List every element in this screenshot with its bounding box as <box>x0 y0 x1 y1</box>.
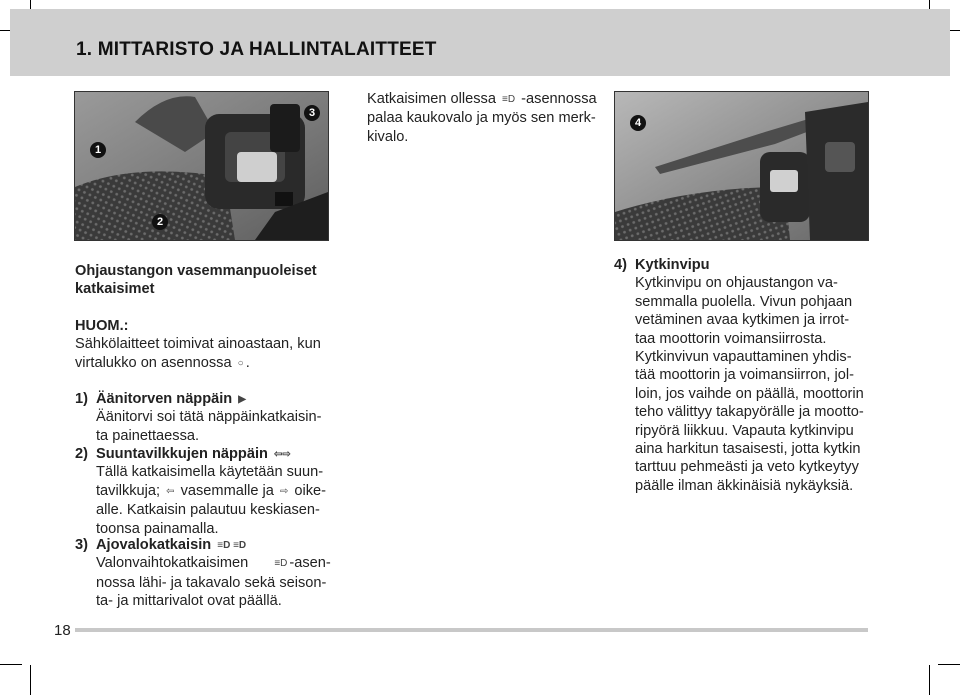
note-label: HUOM.: <box>75 318 129 334</box>
item-line: Tällä katkaisimella käytetään suun- <box>96 464 324 481</box>
right-handlebar-photo <box>614 91 869 241</box>
low-beam-icon: ≡D <box>274 558 288 570</box>
left-handlebar-photo <box>74 91 329 241</box>
item-line: Kytkinvivun vapauttaminen yhdis- <box>635 349 852 366</box>
item-heading: Ajovalokatkaisin <box>96 537 212 553</box>
page-title: 1. MITTARISTO JA HALLINTALAITTEET <box>76 39 437 60</box>
ignition-on-icon: ○ <box>237 357 244 369</box>
item-line: taa moottorin voimansiirrosta. <box>635 330 827 347</box>
item-line: aina harkitun tasaisesti, jotta kytkin <box>635 441 861 458</box>
top-note-line: Katkaisimen ollessa <box>367 91 496 107</box>
item-line: loin, jos vaihde on päällä, moottorin <box>635 385 864 402</box>
item-line: oike- <box>294 482 327 499</box>
item-headlight <box>75 536 345 610</box>
item-heading: Kytkinvipu <box>635 257 710 273</box>
item-line: Kytkinvipu on ohjaustangon va- <box>635 275 838 292</box>
top-note-line: kivalo. <box>367 128 409 145</box>
item-line: alle. Katkaisin palautuu keskiasen- <box>96 502 320 519</box>
item-line: ta- ja mittarivalot ovat päällä. <box>96 593 282 610</box>
item-line: nossa lähi- ja takavalo sekä seison- <box>96 574 327 591</box>
item-line: Äänitorvi soi tätä näppäinkatkaisin- <box>96 409 322 426</box>
callout-4: 4 <box>630 115 646 131</box>
high-beam-icon: ≡D <box>502 94 516 105</box>
section-title <box>75 262 345 299</box>
right-arrow-icon: ⇨ <box>279 485 289 497</box>
page-number: 18 <box>54 622 71 639</box>
headlight-icon: ≡D ≡D <box>217 540 247 551</box>
item-heading: Suuntavilkkujen näppäin <box>96 446 268 462</box>
horn-icon: ▶ <box>238 394 246 405</box>
callout-2: 2 <box>152 214 168 230</box>
crop-mark <box>938 664 960 665</box>
top-note <box>367 90 607 146</box>
footer-rule <box>75 628 868 632</box>
item-horn <box>75 390 345 446</box>
item-line: vetäminen avaa kytkimen ja irrot- <box>635 312 850 329</box>
item-line: -asen- <box>289 555 331 572</box>
crop-mark <box>0 664 22 665</box>
item-line: ta painettaessa. <box>96 427 200 444</box>
note-line: virtalukko on asennossa <box>75 354 232 371</box>
item-line: tarttuu pehmeästi ja veto kytkeytyy <box>635 459 859 476</box>
note-block: HUOM.: Sähkölaitteet toimivat ainoastaan, kun virtalukko on asennossa ○ . <box>75 317 345 373</box>
turn-signal-icon: ⇦⇨ <box>273 449 291 460</box>
item-line: vasemmalle ja <box>180 482 274 499</box>
item-line: toonsa painamalla. <box>96 520 219 537</box>
item-line: tavilkkuja; <box>96 482 161 499</box>
item-line: päälle ilman äkkinäisiä nykäyksiä. <box>635 477 854 494</box>
crop-mark <box>929 665 930 695</box>
crop-mark <box>30 665 31 695</box>
item-number: 3) <box>75 537 88 553</box>
item-number: 1) <box>75 391 88 407</box>
section-title-line: katkaisimet <box>75 281 155 298</box>
item-line: teho välittyy takapyörälle ja mootto- <box>635 404 864 421</box>
item-number: 2) <box>75 446 88 462</box>
left-arrow-icon: ⇦ <box>166 485 175 497</box>
item-line: tää moottorin ja voimansiirron, jol- <box>635 367 854 384</box>
item-line: semmalla puolella. Vivun pohjaan <box>635 293 853 310</box>
item-turn-signal <box>75 445 345 537</box>
note-line: Sähkölaitteet toimivat ainoastaan, kun <box>75 336 321 353</box>
callout-3: 3 <box>304 105 320 121</box>
item-heading: Äänitorven näppäin <box>96 391 233 407</box>
callout-1: 1 <box>90 142 106 158</box>
item-clutch-lever <box>614 256 874 496</box>
top-note-line: palaa kaukovalo ja myös sen merk- <box>367 110 596 127</box>
item-number: 4) <box>614 257 627 273</box>
top-note-line: -asennossa <box>521 91 597 107</box>
item-line: ripyörä liikkuu. Vapauta kytkinvipu <box>635 422 854 439</box>
section-title-line: Ohjaustangon vasemmanpuoleiset <box>75 263 317 279</box>
item-line: Valonvaihtokatkaisimen <box>96 555 249 572</box>
